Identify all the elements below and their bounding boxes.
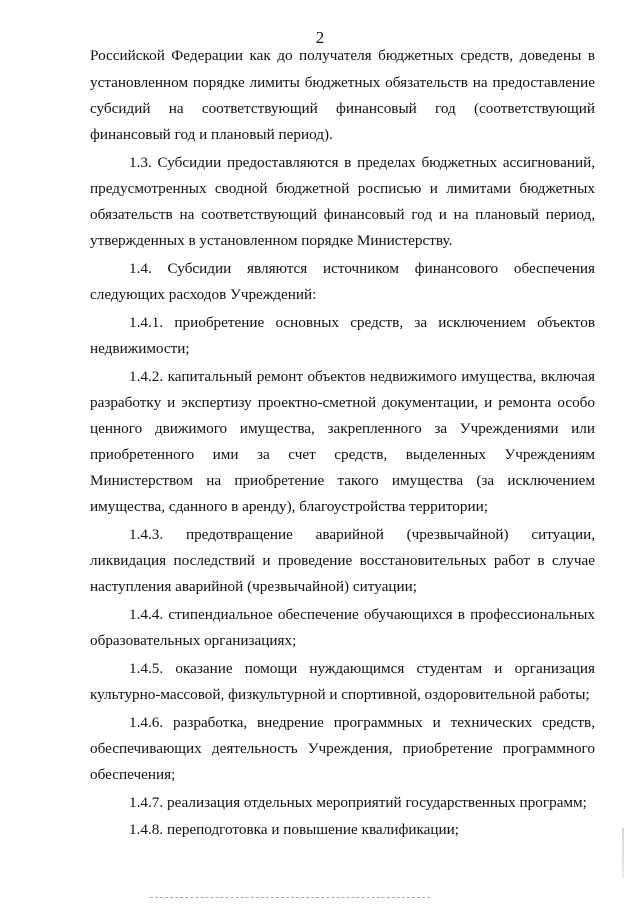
- paragraph-first-line: 1.4.6. разработка, внедрение программных и технических средств,: [129, 714, 595, 731]
- paragraph-first-line: 1.4.5. оказание помощи нуждающимся студентам и организация: [129, 660, 595, 677]
- text-line: утвержденных в установленном порядке Министерству.: [90, 232, 453, 249]
- paragraph-first-line: 1.4.4. стипендиальное обеспечение обучающихся в профессиональных: [129, 606, 595, 623]
- paragraph-first-line: 1.3. Субсидии предоставляются в пределах бюджетных ассигнований,: [129, 154, 595, 171]
- paragraph-first-line: 1.4.3. предотвращение аварийной (чрезвычайной) ситуации,: [129, 526, 595, 543]
- text-line: ценного движимого имущества, закрепленного за Учреждениями или: [90, 420, 595, 437]
- paragraph-first-line: 1.4.1. приобретение основных средств, за исключением объектов: [129, 314, 595, 331]
- paragraph-first-line: 1.4. Субсидии являются источником финансового обеспечения: [129, 260, 595, 277]
- text-line: следующих расходов Учреждений:: [90, 286, 317, 303]
- paragraph-first-line: 1.4.8. переподготовка и повышение квалификации;: [129, 821, 459, 838]
- text-line: обеспечения;: [90, 766, 176, 783]
- text-line: ликвидация последствий и проведение восстановительных работ в случае: [90, 552, 595, 569]
- text-line: предусмотренных сводной бюджетной росписью и лимитами бюджетных: [90, 180, 595, 197]
- text-line: недвижимости;: [90, 340, 190, 357]
- text-line: установленном порядке лимиты бюджетных обязательств на предоставление: [90, 74, 595, 91]
- text-line: наступления аварийной (чрезвычайной) ситуации;: [90, 578, 417, 595]
- text-line: Министерством на приобретение такого имущества (за исключением: [90, 472, 595, 489]
- paragraph-first-line: 1.4.2. капитальный ремонт объектов недвижимого имущества, включая: [129, 368, 595, 385]
- text-line: обеспечивающих деятельность Учреждения, приобретение программного: [90, 740, 595, 757]
- scan-artifact: [622, 828, 624, 878]
- text-line: имущества, сданного в аренду), благоустройства территории;: [90, 498, 488, 515]
- text-line: разработку и экспертизу проектно-сметной документации, и ремонта особо: [90, 394, 595, 411]
- footer-scan-line: [150, 897, 430, 899]
- text-line: Российской Федерации как до получателя бюджетных средств, доведены в: [90, 47, 595, 64]
- text-line: культурно-массовой, физкультурной и спортивной, оздоровительной работы;: [90, 686, 590, 703]
- text-line: приобретенного ими за счет средств, выделенных Учреждениям: [90, 446, 595, 463]
- text-line: обязательств на соответствующий финансовый год и на плановый период,: [90, 206, 595, 223]
- paragraph-first-line: 1.4.7. реализация отдельных мероприятий государственных программ;: [129, 794, 587, 811]
- text-line: образовательных организациях;: [90, 632, 297, 649]
- page-number: 2: [315, 28, 325, 47]
- text-line: субсидий на соответствующий финансовый год (соответствующий: [90, 100, 595, 117]
- text-line: финансовый год и плановый период).: [90, 126, 333, 143]
